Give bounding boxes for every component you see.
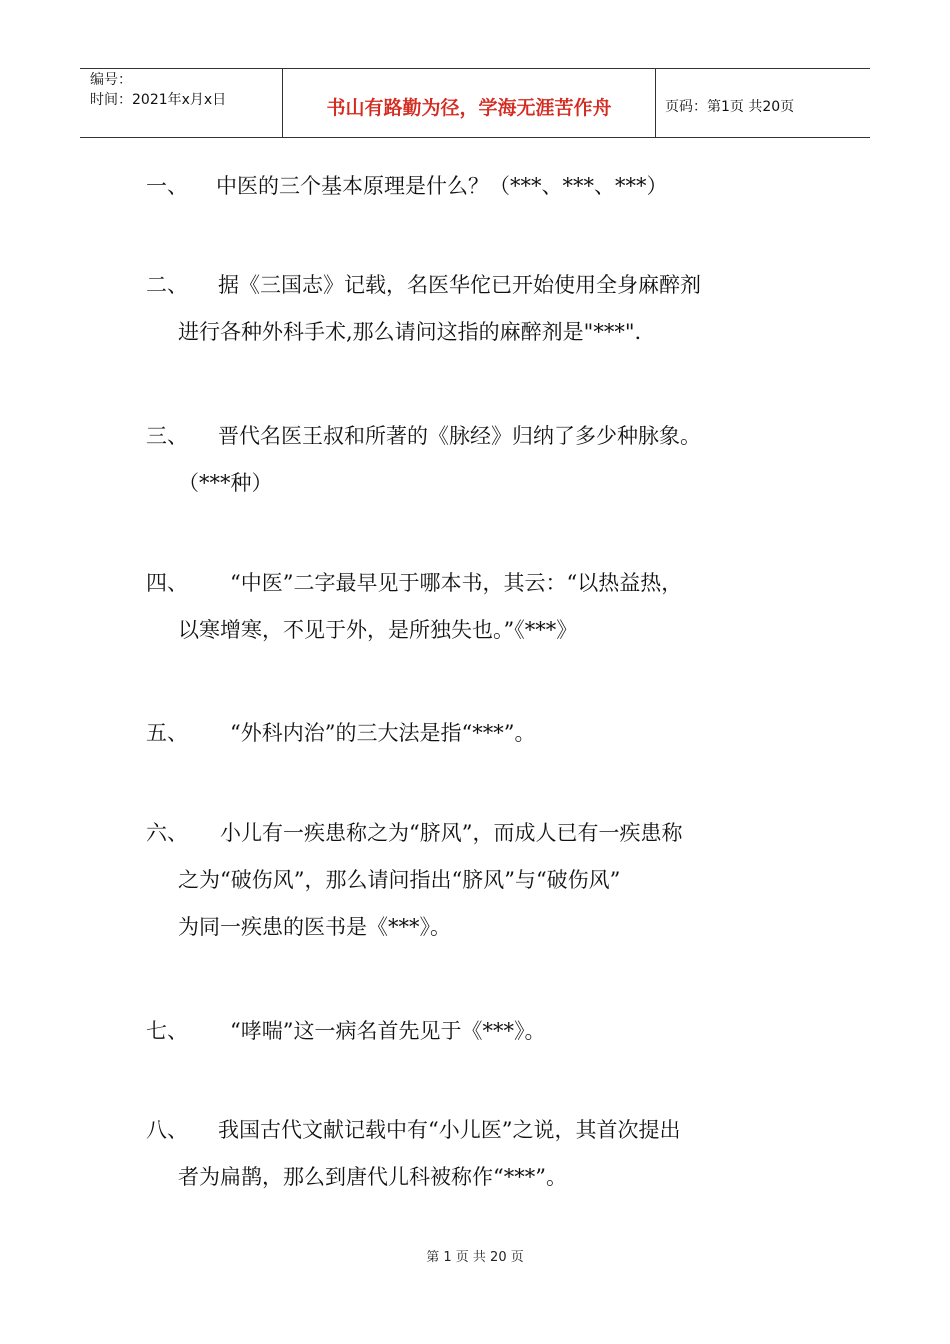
question-text-line: 小儿有一疾患称之为“脐风”，而成人已有一疾患称 [220,821,683,845]
question-text-line: 为同一疾患的医书是《***》。 [178,915,451,939]
date-label: 时间：2021年x月x日 [90,92,227,108]
question-text-line: （***种） [178,471,273,495]
serial-label: 编号： [90,72,132,88]
question-number: 二、 [146,273,188,297]
question-text-line: 晋代名医王叔和所著的《脉经》归纳了多少种脉象。 [218,424,701,448]
question-text-line: “哮喘”这一病名首先见于《***》。 [230,1019,546,1043]
header-meta [80,69,282,137]
question-text-line: 据《三国志》记载，名医华佗已开始使用全身麻醉剂 [218,273,701,297]
question-text-line: “外科内治”的三大法是指“***”。 [230,721,536,745]
question-number: 一、 [146,174,188,198]
document-header [80,68,870,138]
header-motto-cell [282,69,656,137]
question-number: 五、 [146,721,188,745]
question-number: 七、 [146,1019,188,1043]
header-page-cell [655,69,870,137]
question-text-line: 者为扁鹊，那么到唐代儿科被称作“***”。 [178,1165,567,1189]
question-number: 八、 [146,1118,188,1142]
question-number: 三、 [146,424,188,448]
question-text-line: 我国古代文献记载中有“小儿医”之说，其首次提出 [218,1118,681,1142]
page-footer: 第 1 页 共 20 页 [426,1250,524,1265]
question-text-line: 中医的三个基本原理是什么？（***、***、***） [216,174,668,198]
question-number: 四、 [146,571,188,595]
question-text-line: “中医”二字最早见于哪本书，其云：“以热益热， [230,571,683,595]
question-text-line: 进行各种外科手术,那么请问这指的麻醉剂是"***". [178,320,642,344]
question-text-line: 之为“破伤风”，那么请问指出“脐风”与“破伤风” [178,868,621,892]
question-text-line: 以寒增寒，不见于外，是所独失也。”《***》 [178,618,578,642]
motto: 书山有路勤为径，学海无涯苦作舟 [326,96,612,119]
question-number: 六、 [146,821,188,845]
page-info: 页码：第1页 共20页 [665,99,795,115]
